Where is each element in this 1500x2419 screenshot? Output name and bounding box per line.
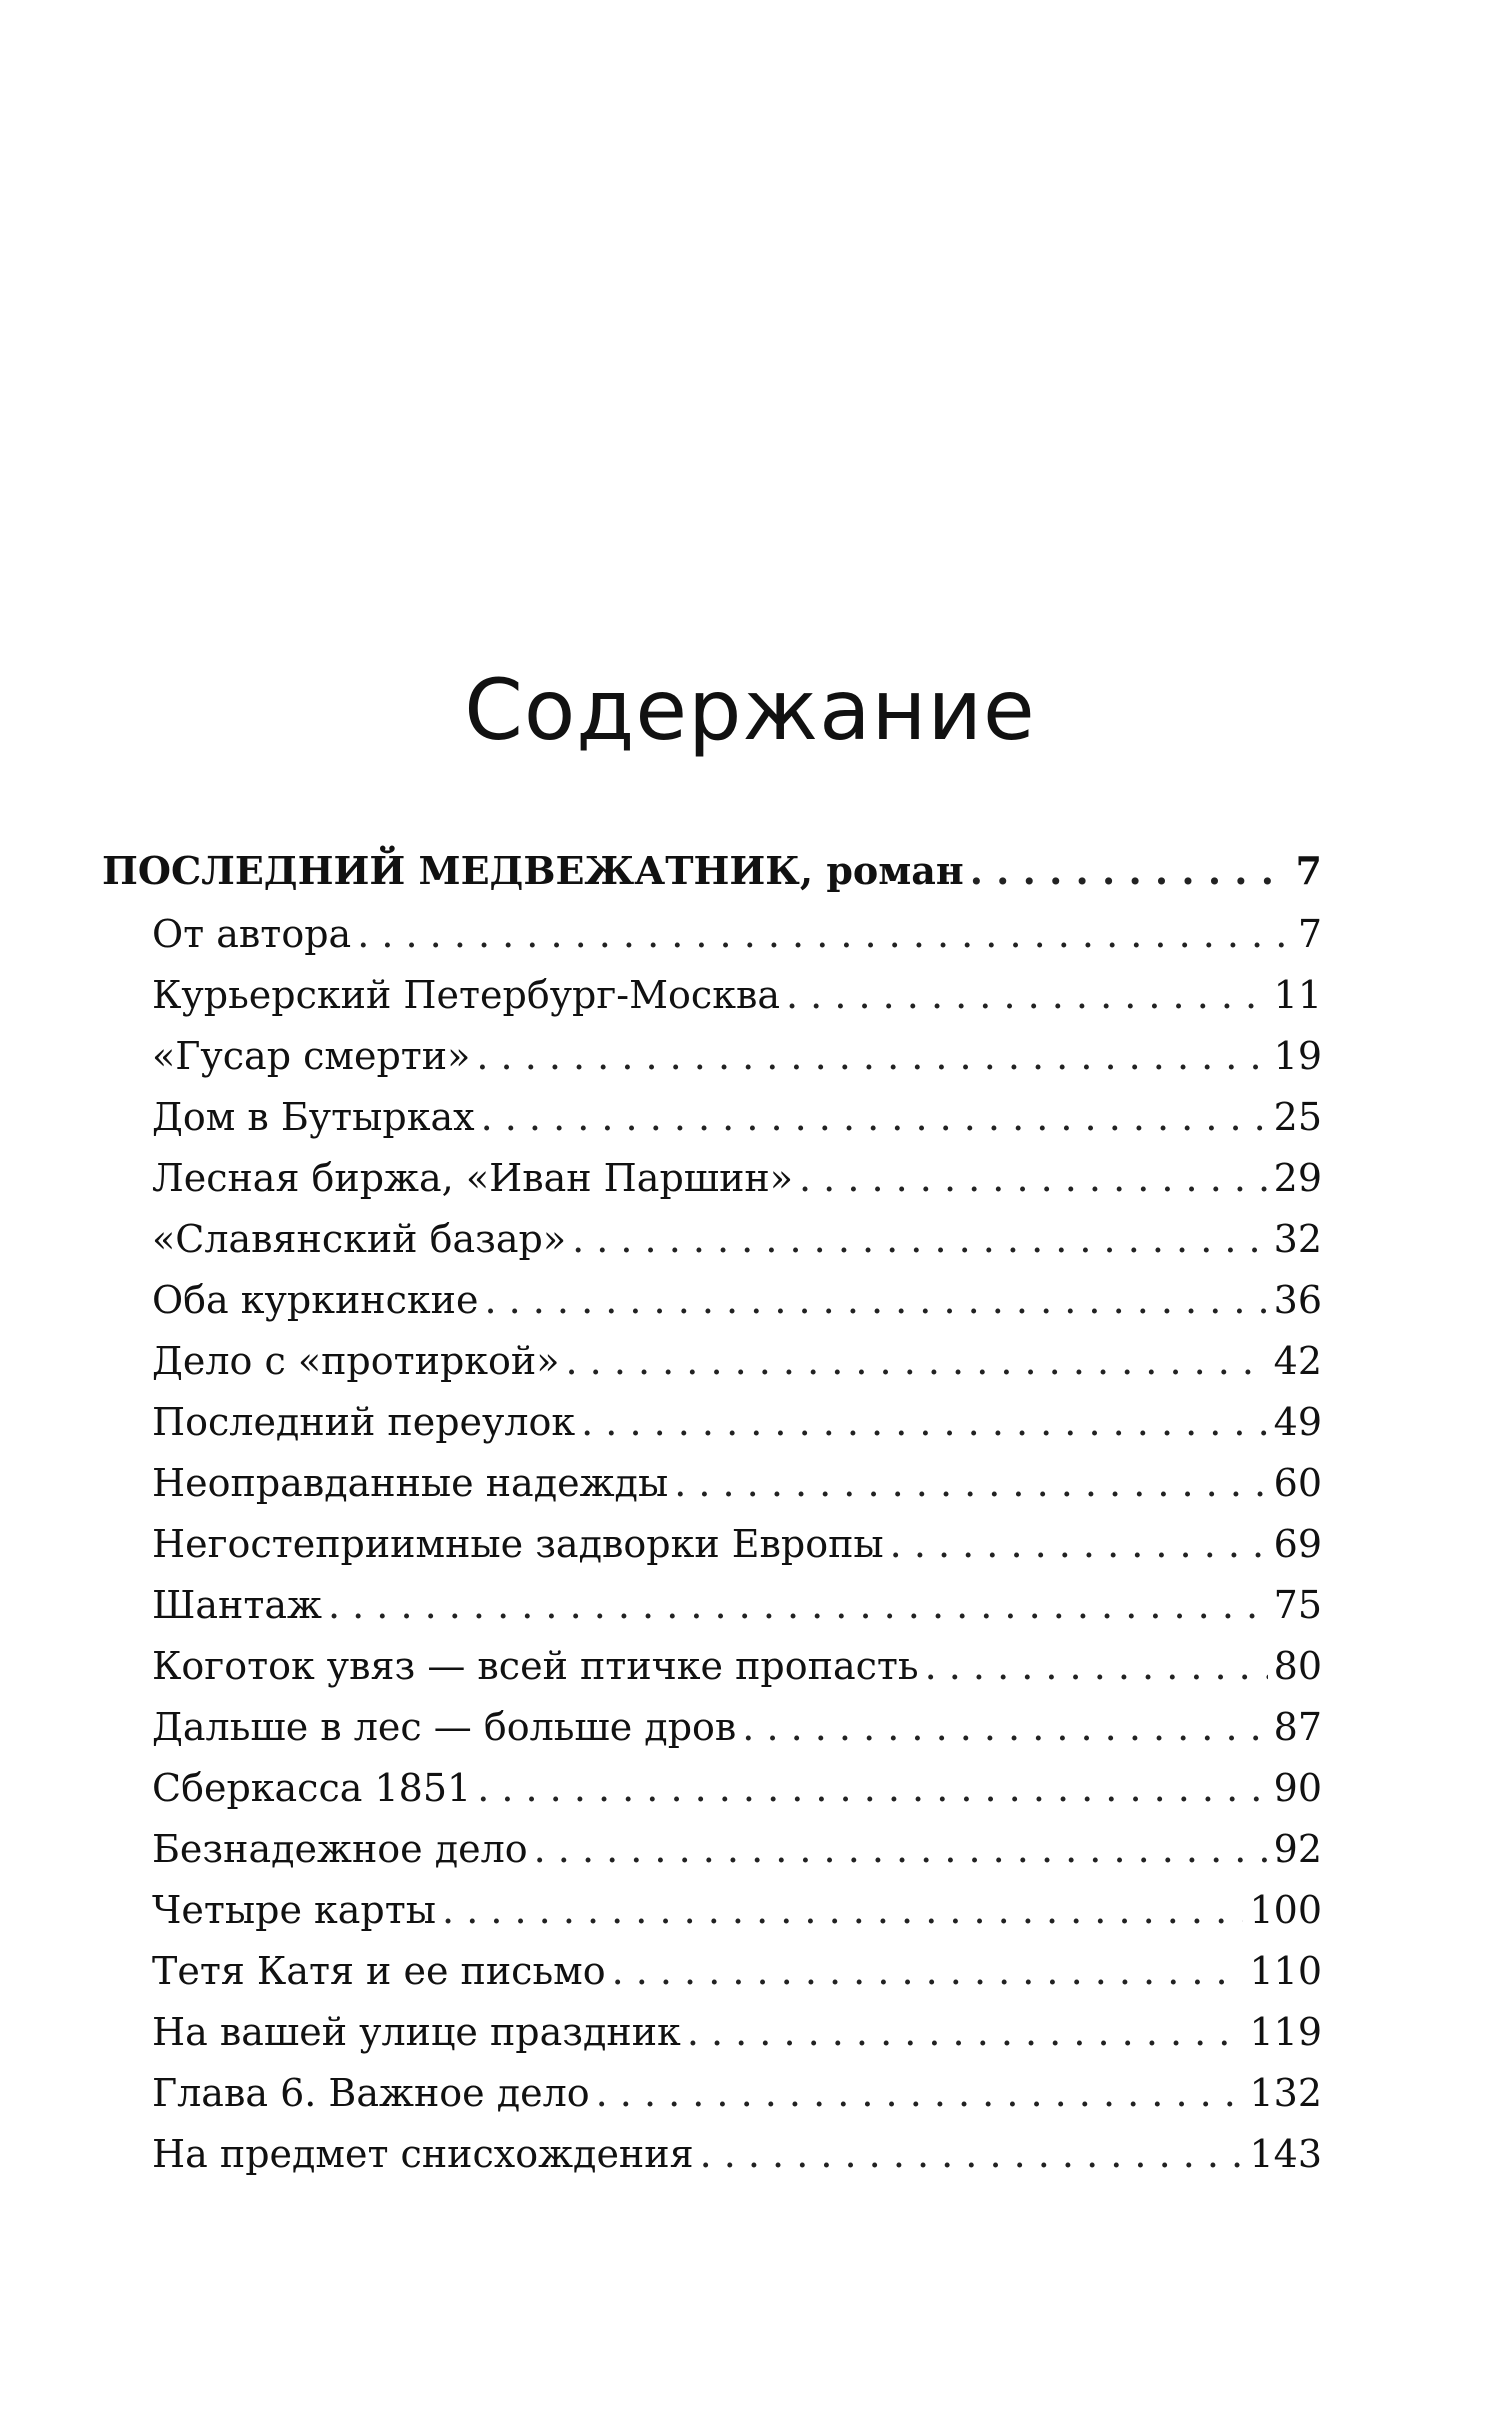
- toc-entry-list: [102, 904, 1322, 2185]
- toc-entry: [102, 2063, 1322, 2124]
- toc-page-number: 11: [1273, 973, 1322, 1017]
- toc-entry-label: Негостеприимные задворки Европы: [152, 1522, 884, 1566]
- toc-entry-label: ПОСЛЕДНИЙ МЕДВЕЖАТНИК, роман: [102, 848, 964, 893]
- toc-entry-label: Оба куркинские: [152, 1278, 479, 1322]
- toc-entry-label: Сберкасса 1851: [152, 1766, 472, 1810]
- toc-entry: [102, 904, 1322, 965]
- dot-leader: [925, 1636, 1268, 1697]
- table-of-contents: [102, 840, 1322, 2185]
- dot-leader: [890, 1514, 1268, 1575]
- dot-leader: [357, 904, 1292, 965]
- dot-leader: [596, 2063, 1244, 2124]
- toc-entry-label: Шантаж: [152, 1583, 322, 1627]
- dot-leader: [742, 1697, 1267, 1758]
- toc-entry: [102, 2002, 1322, 2063]
- toc-page-number: 119: [1249, 2010, 1322, 2054]
- toc-page-number: 29: [1273, 1156, 1322, 1200]
- toc-main-entry: [102, 840, 1322, 904]
- dot-leader: [442, 1880, 1243, 1941]
- toc-entry: [102, 1392, 1322, 1453]
- toc-entry-label: Курьерский Петербург-Москва: [152, 973, 781, 1017]
- toc-page-number: 80: [1273, 1644, 1322, 1688]
- dot-leader: [700, 2124, 1244, 2185]
- toc-page-number: 7: [1295, 848, 1322, 893]
- dot-leader: [786, 965, 1268, 1026]
- dot-leader: [566, 1331, 1268, 1392]
- toc-page-number: 92: [1273, 1827, 1322, 1871]
- toc-page-number: 132: [1249, 2071, 1322, 2115]
- toc-entry: [102, 1697, 1322, 1758]
- toc-page-number: 36: [1273, 1278, 1322, 1322]
- toc-entry: [102, 1209, 1322, 1270]
- toc-page-number: 75: [1273, 1583, 1322, 1627]
- toc-entry-label: «Славянский базар»: [152, 1217, 567, 1261]
- dot-leader: [477, 1758, 1267, 1819]
- toc-page-number: 90: [1273, 1766, 1322, 1810]
- toc-entry-label: Глава 6. Важное дело: [152, 2071, 590, 2115]
- dot-leader: [328, 1575, 1268, 1636]
- toc-entry: [102, 2124, 1322, 2185]
- toc-entry: [102, 1331, 1322, 1392]
- toc-page-number: 49: [1273, 1400, 1322, 1444]
- toc-entry-label: На предмет снисхождения: [152, 2132, 694, 2176]
- toc-entry-label: Четыре карты: [152, 1888, 437, 1932]
- toc-entry-label: Коготок увяз — всей птичке пропасть: [152, 1644, 919, 1688]
- dot-leader: [476, 1026, 1267, 1087]
- toc-entry-label: Дом в Бутырках: [152, 1095, 475, 1139]
- dot-leader: [484, 1270, 1267, 1331]
- toc-page-number: 87: [1273, 1705, 1322, 1749]
- toc-entry-label: Неоправданные надежды: [152, 1461, 669, 1505]
- toc-entry-label: «Гусар смерти»: [152, 1034, 471, 1078]
- toc-entry: [102, 1819, 1322, 1880]
- toc-entry: [102, 1453, 1322, 1514]
- toc-page-number: 7: [1297, 912, 1322, 956]
- toc-entry: [102, 1758, 1322, 1819]
- toc-page-number: 42: [1273, 1339, 1322, 1383]
- toc-entry: [102, 1270, 1322, 1331]
- toc-entry-label: Лесная биржа, «Иван Паршин»: [152, 1156, 794, 1200]
- toc-page-number: 60: [1273, 1461, 1322, 1505]
- toc-entry: [102, 1026, 1322, 1087]
- toc-page-number: 100: [1249, 1888, 1322, 1932]
- dot-leader: [612, 1941, 1244, 2002]
- toc-entry: [102, 1941, 1322, 2002]
- toc-entry: [102, 1575, 1322, 1636]
- toc-entry-label: Дело с «протиркой»: [152, 1339, 560, 1383]
- dot-leader: [581, 1392, 1268, 1453]
- toc-page-number: 25: [1273, 1095, 1322, 1139]
- toc-page-number: 69: [1273, 1522, 1322, 1566]
- dot-leader: [481, 1087, 1268, 1148]
- dot-leader: [970, 840, 1290, 901]
- dot-leader: [534, 1819, 1268, 1880]
- toc-page-number: 32: [1273, 1217, 1322, 1261]
- toc-entry: [102, 1087, 1322, 1148]
- dot-leader: [687, 2002, 1244, 2063]
- toc-entry-label: От автора: [152, 912, 352, 956]
- toc-entry-label: На вашей улице праздник: [152, 2010, 681, 2054]
- toc-entry: [102, 1148, 1322, 1209]
- toc-entry: [102, 1636, 1322, 1697]
- toc-page-number: 143: [1249, 2132, 1322, 2176]
- toc-entry: [102, 965, 1322, 1026]
- dot-leader: [799, 1148, 1268, 1209]
- toc-entry-label: Дальше в лес — больше дров: [152, 1705, 737, 1749]
- toc-entry-label: Тетя Катя и ее письмо: [152, 1949, 606, 1993]
- dot-leader: [572, 1209, 1268, 1270]
- toc-entry: [102, 1514, 1322, 1575]
- toc-entry: [102, 1880, 1322, 1941]
- toc-entry-label: Безнадежное дело: [152, 1827, 528, 1871]
- toc-entry-label: Последний переулок: [152, 1400, 576, 1444]
- dot-leader: [674, 1453, 1267, 1514]
- page-title: Содержание: [464, 661, 1036, 759]
- toc-page-number: 110: [1249, 1949, 1322, 1993]
- toc-page-number: 19: [1273, 1034, 1322, 1078]
